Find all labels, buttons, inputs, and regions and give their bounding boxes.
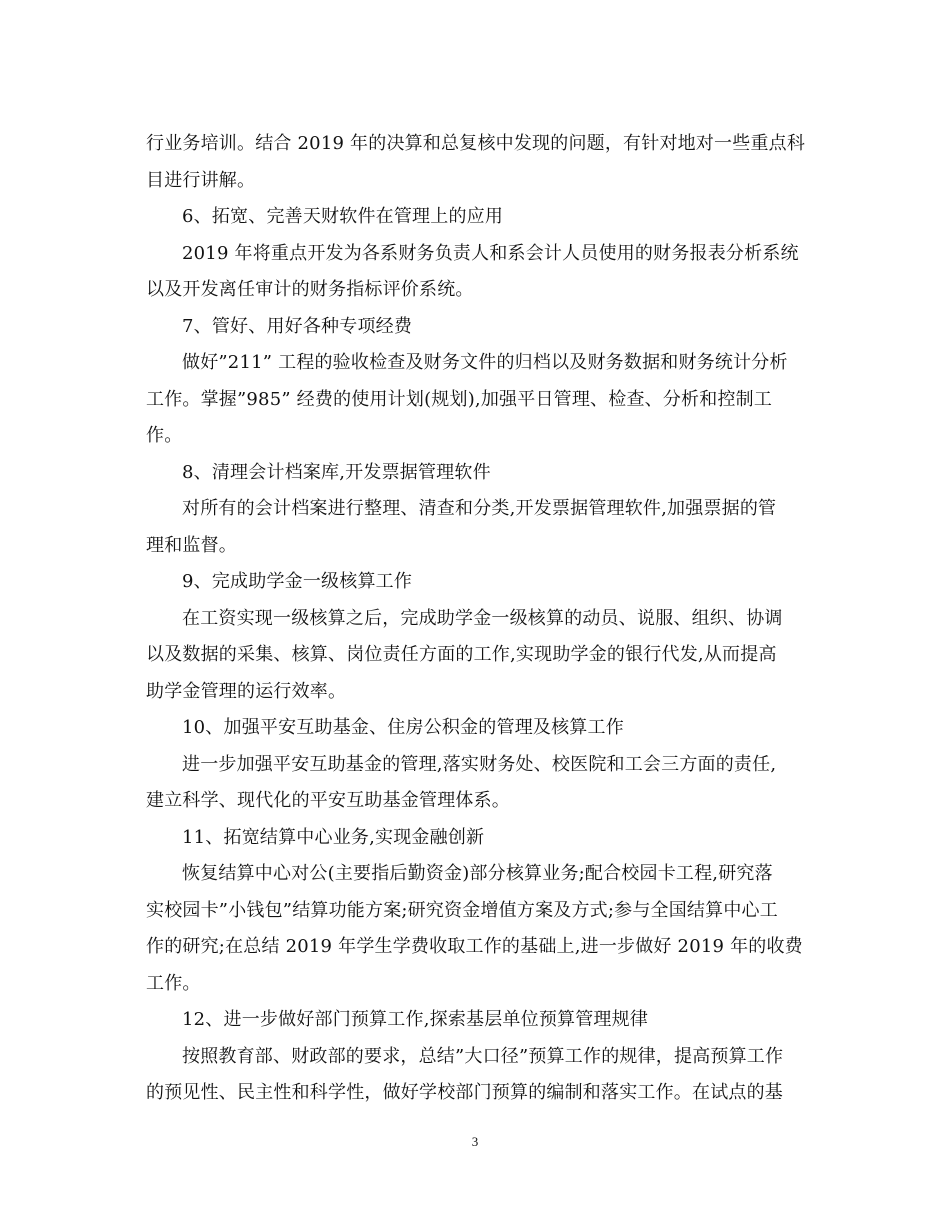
section-heading-12: 12、进一步做好部门预算工作,探索基层单位预算管理规律 — [182, 1009, 649, 1030]
section-heading-9: 9、完成助学金一级核算工作 — [182, 571, 413, 592]
paragraph-start: 在工资实现一级核算之后，完成助学金一级核算的动员、说服、组织、协调 — [182, 607, 783, 629]
page-number: 3 — [471, 1134, 479, 1149]
paragraph-start: 对所有的会计档案进行整理、清查和分类,开发票据管理软件,加强票据的管 — [182, 498, 777, 519]
paragraph-start: 按照教育部、财政部的要求，总结”大口径”预算工作的规律，提高预算工作 — [182, 1045, 784, 1067]
paragraph-start: 2019 年将重点开发为各系财务负责人和系会计人员使用的财务报表分析系统 — [182, 242, 799, 264]
body-text-line: 的预见性、民主性和科学性，做好学校部门预算的编制和落实工作。在试点的基 — [146, 1082, 783, 1103]
section-heading-6: 6、拓宽、完善天财软件在管理上的应用 — [182, 206, 504, 227]
section-heading-11: 11、拓宽结算中心业务,实现金融创新 — [182, 826, 485, 848]
section-heading-8: 8、清理会计档案库,开发票据管理软件 — [182, 461, 491, 483]
body-text-line: 作的研究;在总结 2019 年学生学费收取工作的基础上,进一步做好 2019 年的收费 — [146, 936, 803, 957]
body-text-line: 工作。掌握”985” 经费的使用计划(规划),加强平日管理、检查、分析和控制工 — [146, 388, 773, 410]
paragraph-start: 恢复结算中心对公(主要指后勤资金)部分核算业务;配合校园卡工程,研究落 — [182, 863, 773, 884]
section-heading-10: 10、加强平安互助基金、住房公积金的管理及核算工作 — [182, 717, 624, 738]
body-text-line: 助学金管理的运行效率。 — [146, 680, 347, 702]
body-text-line: 工作。 — [146, 972, 201, 994]
body-text-line: 理和监督。 — [146, 534, 237, 556]
body-text-line: 以及开发离任审计的财务指标评价系统。 — [146, 279, 474, 300]
body-text-line: 实校园卡”小钱包”结算功能方案;研究资金增值方案及方式;参与全国结算中心工 — [146, 899, 778, 921]
document-body — [146, 126, 806, 1112]
body-text-line: 建立科学、现代化的平安互助基金管理体系。 — [146, 790, 510, 811]
paragraph-start: 进一步加强平安互助基金的管理,落实财务处、校医院和工会三方面的责任, — [182, 753, 777, 775]
body-text-line: 行业务培训。结合 2019 年的决算和总复核中发现的问题，有针对地对一些重点科 — [146, 133, 806, 154]
body-text-line: 目进行讲解。 — [146, 169, 256, 191]
section-heading-7: 7、管好、用好各种专项经费 — [182, 315, 413, 337]
paragraph-start: 做好”211” 工程的验收检查及财务文件的归档以及财务数据和财务统计分析 — [182, 352, 788, 373]
body-text-line: 作。 — [146, 425, 183, 446]
body-text-line: 以及数据的采集、核算、岗位责任方面的工作,实现助学金的银行代发,从而提高 — [146, 644, 777, 665]
